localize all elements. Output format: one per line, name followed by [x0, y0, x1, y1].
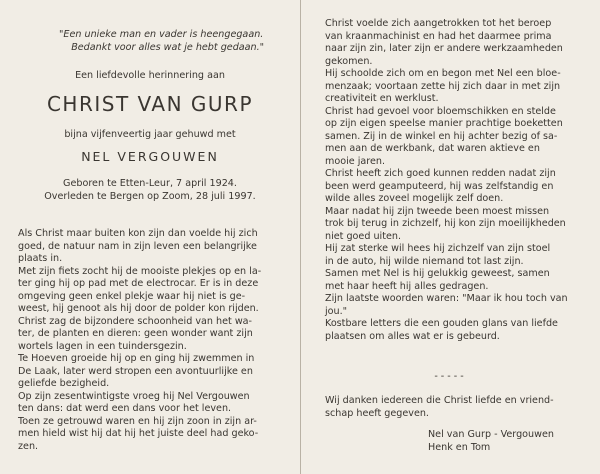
right-card-page	[301, 0, 600, 474]
deceased-name: CHRIST VAN GURP	[46, 92, 254, 116]
spouse-name: NEL VERGOUWEN	[81, 149, 219, 164]
life-story-part-1: Als Christ maar buiten kon zijn dan voelde hij zich goed, de natuur nam in zijn leven een belangrijke plaats in. Met zijn fiets zocht hij de mooiste plekjes op en la- ter ging hij op pad met de electrocar. Er is in deze omgeving geen enkel plekje waar hij niet is ge- weest, hij genoot als hij door de polder kon rijden. Christ zag de bijzondere schoonheid van het wa- ter, de planten en dieren: geen wonder want zijn wortels lagen in een tuindersgezin. Te Hoeven groeide hij op en ging hij zwemmen in De Laak, later werd stropen een avontuurlijke en geliefde bezigheid. Op zijn zesentwintigste vroeg hij Nel Vergouwen ten dans: dat werd een dans voor het leven. Toen ze getrouwd waren en hij zijn zoon in zijn ar- men hield wist hij dat hij het juiste deel had geko- zen.	[18, 228, 262, 452]
birth-death-dates: Geboren te Etten-Leur, 7 april 1924. Overleden te Bergen op Zoom, 28 juli 1997.	[44, 178, 256, 202]
thanks-message: Wij danken iedereen die Christ liefde en vriend- schap heeft gegeven.	[325, 395, 554, 419]
section-divider: -----	[434, 371, 467, 382]
intro-line: Een liefdevolle herinnering aan	[75, 70, 225, 81]
family-signature: Nel van Gurp - Vergouwen Henk en Tom	[428, 429, 554, 453]
marriage-line: bijna vijfenveertig jaar gehuwd met	[64, 129, 236, 140]
life-story-part-2: Christ voelde zich aangetrokken tot het beroep van kraanmachinist en had het daarmee prima naar zijn zin, later zijn er andere werkzaamheden gekomen. Hij schoolde zich om en begon met Nel een bloe- menzaak; voortaan zette hij zich daar in met zijn creativiteit en werklust. Christ had gevoel voor bloemschikken en stelde op zijn eigen speelse manier prachtige boeketten samen. Zij in de winkel en hij achter bezig of sa- men aan de werkbank, dat waren aktieve en mooie jaren. Christ heeft zich goed kunnen redden nadat zijn been werd geamputeerd, hij was zelfstandig en wilde alles zoveel mogelijk zelf doen. Maar nadat hij zijn tweede been moest missen trok bij terug in zichzelf, hij kon zijn moeilijkheden niet goed uiten. Hij zat sterke wil hees hij zichzelf van zijn stoel in de auto, hij wilde niemand tot last zijn. Samen met Nel is hij gelukkig geweest, samen met haar heeft hij alles gedragen. Zijn laatste woorden waren: "Maar ik hou toch van jou." Kostbare letters die een gouden glans van liefde plaatsen om alles wat er is gebeurd.	[325, 18, 568, 342]
memorial-quote: "Een unieke man en vader is heengegaan. Bedankt voor alles wat je hebt gedaan."	[59, 29, 265, 53]
